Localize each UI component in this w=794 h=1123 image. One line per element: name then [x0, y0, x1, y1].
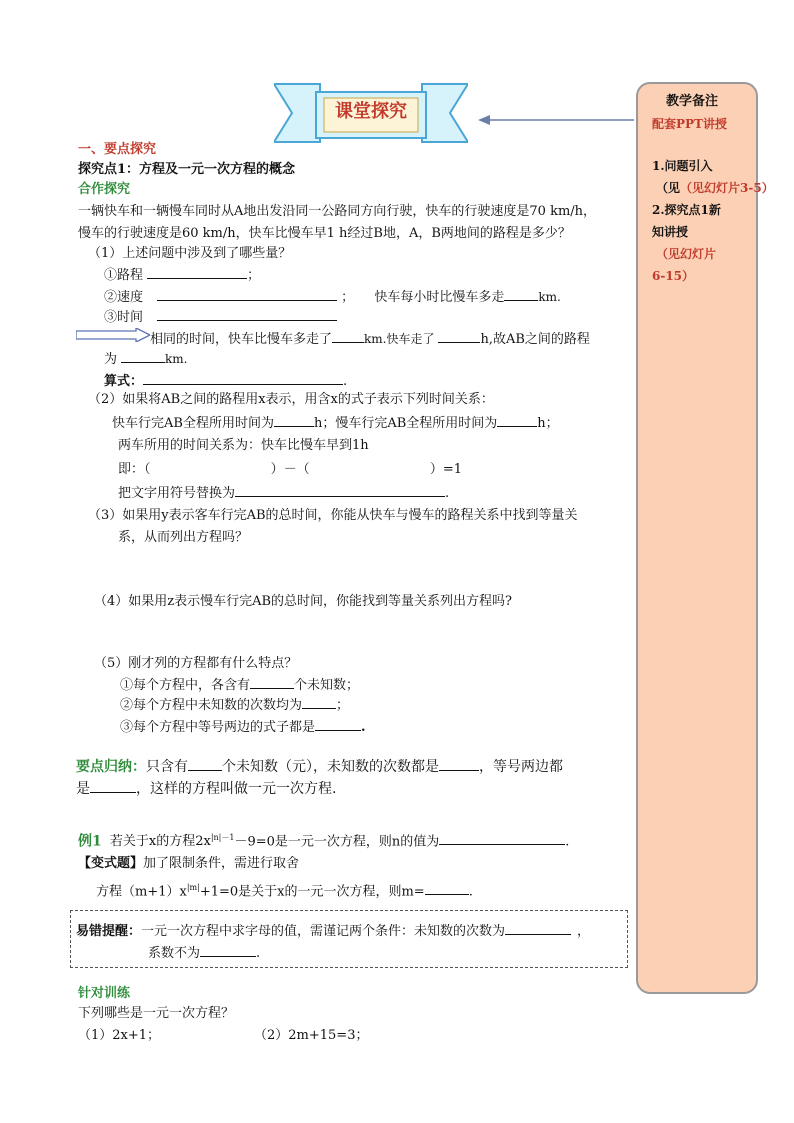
teaching-notes-panel	[636, 82, 774, 994]
answer-blank[interactable]	[302, 696, 336, 709]
same-time-4: 为	[104, 352, 118, 367]
q1-c-label: ③时间	[104, 310, 144, 325]
side-item2-c: （见幻灯片	[656, 247, 717, 261]
problem-line1: 一辆快车和一辆慢车同时从A地出发沿同一公路同方向行驶，快车的行驶速度是70 km/h，	[78, 204, 597, 219]
variant-eq3: .	[468, 884, 473, 900]
q1-a-label: ①路程	[104, 268, 144, 283]
hint-1: 一元一次方程中求字母的值，需谨记两个条件：未知数的次数为	[141, 924, 506, 939]
variant-eq2: +1=0是关于x的一元一次方程，则m=	[199, 884, 425, 900]
same-time-3: h,故AB之间的路程	[480, 332, 590, 347]
q2-c2: ）－（	[270, 462, 310, 477]
banner-title: 课堂探究	[335, 101, 407, 122]
example1-text2: －9=0是一元一次方程，则n的值为	[234, 834, 440, 850]
same-time-2: km.快车走了	[364, 332, 435, 346]
q1-a-end: ；	[247, 268, 261, 283]
side-item1-b: （见（见幻灯片3-5）	[656, 181, 774, 195]
answer-blank[interactable]	[505, 922, 571, 935]
section-title: 一、要点探究	[78, 142, 157, 157]
answer-blank[interactable]	[157, 308, 337, 321]
q2-d-row	[118, 484, 449, 502]
side-item2-d: 6-15）	[652, 269, 695, 283]
variant-text: 加了限制条件，需进行取舍	[143, 856, 300, 871]
variant-eq1: 方程（m+1）x	[96, 884, 187, 900]
answer-blank[interactable]	[439, 832, 565, 845]
example1-row	[78, 830, 569, 850]
answer-blank[interactable]	[250, 676, 294, 689]
answer-blank[interactable]	[157, 288, 337, 301]
variant-exponent: |m|	[186, 883, 200, 892]
coop-heading: 合作探究	[78, 182, 131, 197]
q5-a1: ①每个方程中，各含有	[120, 678, 251, 693]
q5-a-row	[120, 676, 359, 694]
q1-b-unit: km.	[538, 290, 561, 304]
q1-b-mid: ；	[341, 290, 355, 305]
q5: （5）刚才列的方程都有什么特点？	[94, 656, 298, 671]
summary-4: 是	[76, 781, 90, 797]
q5-c1: ③每个方程中等号两边的式子都是	[120, 720, 316, 735]
answer-blank[interactable]	[425, 882, 469, 895]
problem-line2: 慢车的行驶速度是60 km/h，快车比慢车早1 h经过B地，A，B两地间的路程是多少？	[78, 226, 571, 241]
training-item1: （1）2x+1；	[78, 1028, 161, 1043]
answer-blank[interactable]	[504, 288, 538, 301]
suanshi-row	[104, 372, 347, 390]
q5-c-row	[120, 718, 366, 736]
answer-blank[interactable]	[121, 350, 165, 363]
q5-b-row	[120, 696, 349, 714]
summary-label: 要点归纳：	[76, 759, 146, 775]
side-sub: 配套PPT讲授	[652, 117, 727, 131]
summary-3: ，等号两边都	[479, 759, 563, 775]
hint-label: 易错提醒：	[76, 924, 142, 939]
variant-eq-row	[96, 880, 473, 900]
answer-blank[interactable]	[147, 266, 247, 279]
suanshi-end: .	[343, 374, 348, 389]
same-time-row2	[104, 350, 187, 368]
same-time-row	[150, 330, 590, 348]
q3-line2: 系，从而列出方程吗？	[118, 530, 249, 545]
hint-2: ，	[577, 924, 591, 939]
side-item1-b-text: （见幻灯片3-5）	[680, 181, 774, 195]
summary-row2	[76, 780, 336, 797]
q5-b2: ；	[336, 698, 350, 713]
example1-label: 例1	[78, 833, 102, 850]
q2-c-row	[118, 462, 462, 478]
q4: （4）如果用z表示慢车行完AB的总时间，你能找到等量关系列出方程吗?	[94, 594, 513, 609]
q1-c-row	[104, 308, 337, 326]
side-item1-a: 1.问题引入	[652, 159, 713, 173]
answer-blank[interactable]	[274, 414, 314, 427]
side-heading: 教学备注	[666, 94, 719, 109]
q2-c1: 即：（	[118, 462, 151, 477]
arrow-left-icon	[478, 112, 634, 128]
q2-d: 把文字用符号替换为	[118, 486, 236, 501]
summary-1: 只含有	[146, 759, 188, 775]
summary-5: ，这样的方程叫做一元一次方程.	[136, 781, 337, 797]
answer-blank[interactable]	[332, 330, 364, 343]
answer-blank[interactable]	[200, 944, 256, 957]
same-time-5: km.	[165, 352, 188, 366]
q2-d-end: .	[445, 486, 450, 501]
variant-label: 【变式题】	[78, 856, 144, 871]
answer-blank[interactable]	[497, 414, 537, 427]
section-subtitle: 探究点1：方程及一元一次方程的概念	[78, 162, 296, 177]
q2-a1: 快车行完AB全程所用时间为	[112, 416, 274, 431]
hint-row1	[76, 922, 590, 940]
q2-a3: h；	[537, 416, 559, 431]
q1-b-label: ②速度	[104, 290, 144, 305]
answer-blank[interactable]	[439, 758, 479, 771]
q2-b: 两车所用的时间关系为：快车比慢车早到1h	[118, 438, 369, 453]
answer-blank[interactable]	[188, 758, 222, 771]
side-item2-b: 知讲授	[652, 225, 689, 239]
example1-text1: 若关于x的方程2x	[109, 834, 211, 850]
summary-2: 个未知数（元），未知数的次数都是	[222, 759, 439, 775]
q2-a-row	[112, 414, 559, 432]
right-arrow-icon	[76, 328, 150, 342]
q1: （1）上述问题中涉及到了哪些量？	[88, 246, 292, 261]
answer-blank[interactable]	[235, 484, 445, 497]
q5-a2: 个未知数；	[294, 678, 360, 693]
q5-b1: ②每个方程中未知数的次数均为	[120, 698, 303, 713]
q1-a-row	[104, 266, 260, 284]
q2: （2）如果将AB之间的路程用x表示，用含x的式子表示下列时间关系：	[88, 392, 494, 407]
hint-row2	[148, 944, 260, 962]
training-question: 下列哪些是一元一次方程？	[78, 1006, 235, 1021]
q5-c2: .	[361, 720, 366, 735]
q2-c3: ）=1	[429, 462, 462, 477]
answer-blank[interactable]	[438, 330, 480, 343]
same-time-1: 相同的时间，快车比慢车多走了	[150, 332, 333, 347]
side-item2-a: 2.探究点1新	[652, 203, 721, 217]
q2-a2: h；慢车行完AB全程所用时间为	[313, 416, 498, 431]
example1-exponent: |n|－1	[210, 833, 235, 842]
hint-3: 系数不为	[148, 946, 201, 961]
hint-4: .	[256, 946, 261, 961]
training-item2: （2）2m+15=3；	[254, 1028, 369, 1043]
example1-end: .	[565, 834, 570, 850]
summary-row1	[76, 758, 563, 775]
answer-blank[interactable]	[315, 718, 361, 731]
q1-b-right: 快车每小时比慢车多走	[374, 290, 505, 305]
variant-row	[78, 856, 299, 872]
suanshi-label: 算式：	[104, 374, 144, 389]
answer-blank[interactable]	[90, 780, 136, 793]
q3-line1: （3）如果用y表示客车行完AB的总时间，你能从快车与慢车的路程关系中找到等量关	[88, 508, 578, 523]
training-heading: 针对训练	[78, 986, 131, 1001]
q1-b-row	[104, 288, 561, 306]
answer-blank[interactable]	[143, 372, 343, 385]
